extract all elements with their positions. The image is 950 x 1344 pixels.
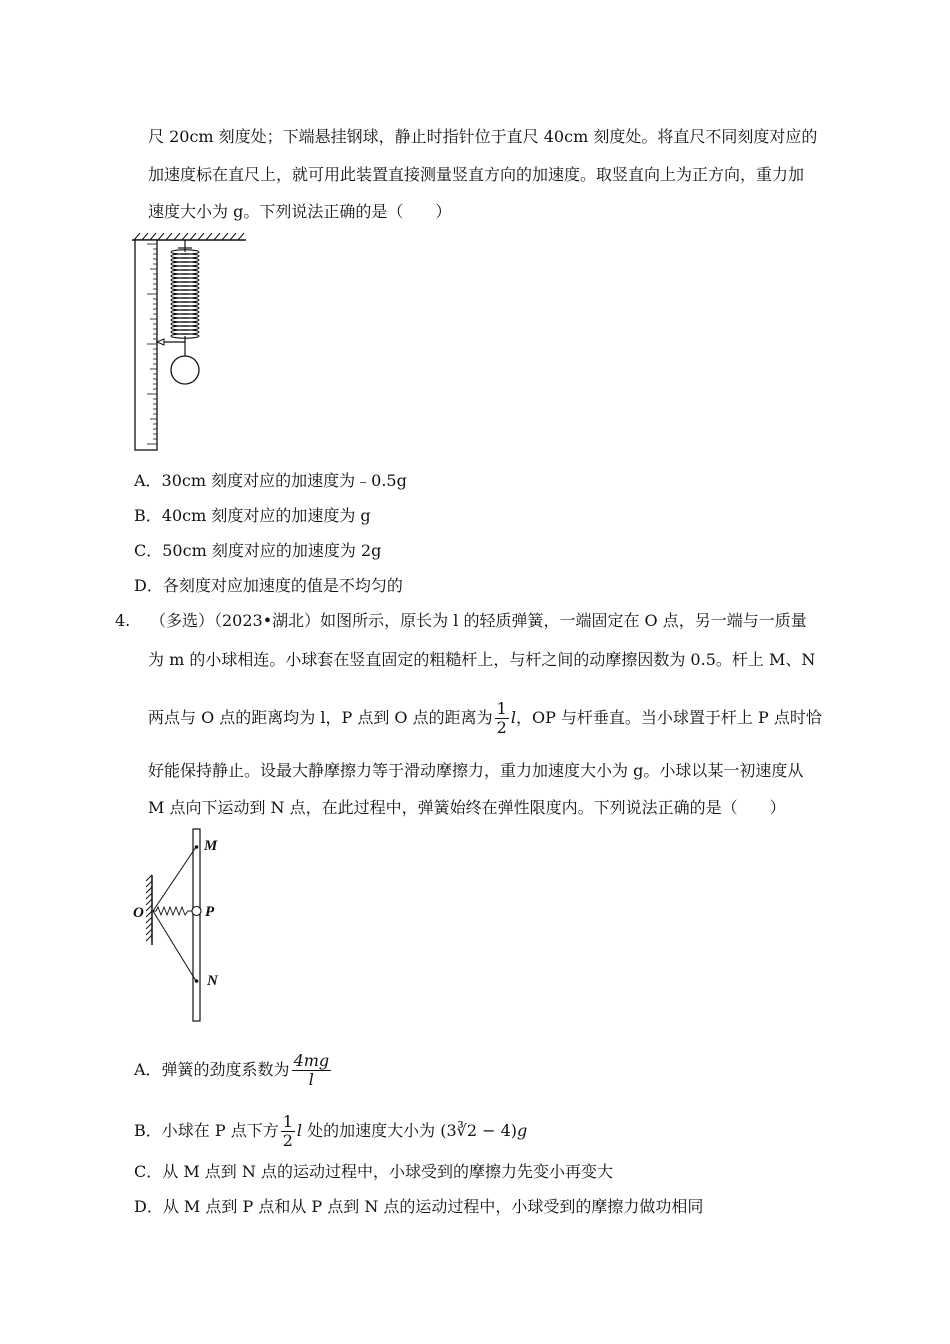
q4-option-b-fraction — [281, 1113, 295, 1150]
q4-option-b-mid: 处的加速度大小为 — [302, 1121, 441, 1140]
gravity-symbol: g — [517, 1121, 528, 1140]
label-p: P — [205, 904, 215, 920]
q3-line-3: 速度大小为 g。下列说法正确的是（ ） — [148, 202, 452, 221]
q3-line-2: 加速度标在直尺上，就可用此装置直接测量竖直方向的加速度。取竖直向上为正方向，重力加 — [148, 165, 805, 184]
q4-half-fraction — [495, 700, 509, 737]
q4-line-3-post: ，OP 与杆垂直。当小球置于杆上 P 点时恰 — [515, 708, 822, 727]
fraction-numerator: 1 — [282, 1112, 293, 1131]
fraction-variable: l — [296, 1121, 303, 1140]
q3-option-a: A．30cm 刻度对应的加速度为﹣0.5g — [134, 471, 407, 490]
q3-option-c: C．50cm 刻度对应的加速度为 2g — [134, 541, 382, 560]
q4-line-5: M 点向下运动到 N 点，在此过程中，弹簧始终在弹性限度内。下列说法正确的是（ ） — [148, 798, 786, 817]
q4-line-4: 好能保持静止。设最大静摩擦力等于滑动摩擦力，重力加速度大小为 g。小球以某一初速度从 — [148, 761, 804, 780]
q4-option-d: D．从 M 点到 P 点和从 P 点到 N 点的运动过程中，小球受到的摩擦力做功相同 — [134, 1197, 704, 1216]
ruler-spring-figure — [128, 230, 248, 455]
fraction-denominator: 2 — [496, 718, 507, 737]
q4-number: 4. — [115, 611, 131, 630]
fraction-denominator: l — [308, 1070, 314, 1089]
fraction-variable: l — [510, 708, 516, 727]
q4-option-b-text: B．小球在 P 点下方 — [134, 1121, 279, 1140]
q4-option-a-text: A．弹簧的劲度系数为 — [134, 1060, 290, 1079]
q4-line-1: （多选）（2023•湖北）如图所示，原长为 l 的轻质弹簧，一端固定在 O 点，另一端与一质量 — [150, 611, 807, 630]
fraction-denominator: 2 — [282, 1131, 293, 1150]
q4-line-3-pre: 两点与 O 点的距离均为 l，P 点到 O 点的距离为 — [148, 708, 493, 727]
q4-option-b — [134, 1113, 527, 1150]
q3-line-1: 尺 20cm 刻度处；下端悬挂钢球，静止时指针位于直尺 40cm 刻度处。将直尺不同刻度对应的 — [148, 127, 818, 146]
q4-line-2: 为 m 的小球相连。小球套在竖直固定的粗糙杆上，与杆之间的动摩擦因数为 0.5。杆上 M、N — [148, 650, 816, 669]
label-m: M — [204, 838, 218, 854]
q4-option-c: C．从 M 点到 N 点的运动过程中，小球受到的摩擦力先变小再变大 — [134, 1162, 613, 1181]
rod-spring-figure — [128, 825, 238, 1025]
q4-option-a — [134, 1052, 333, 1089]
acceleration-expression: (3∛2 − 4) — [440, 1121, 517, 1140]
q4-line-3 — [148, 700, 822, 737]
spring-constant-fraction — [292, 1052, 332, 1089]
q3-option-b: B．40cm 刻度对应的加速度为 g — [134, 506, 371, 525]
label-o: O — [133, 905, 144, 921]
label-n: N — [207, 973, 218, 989]
q3-option-d: D．各刻度对应加速度的值是不均匀的 — [134, 576, 403, 595]
fraction-numerator: 4mg — [293, 1051, 330, 1070]
fraction-numerator: 1 — [496, 699, 507, 718]
